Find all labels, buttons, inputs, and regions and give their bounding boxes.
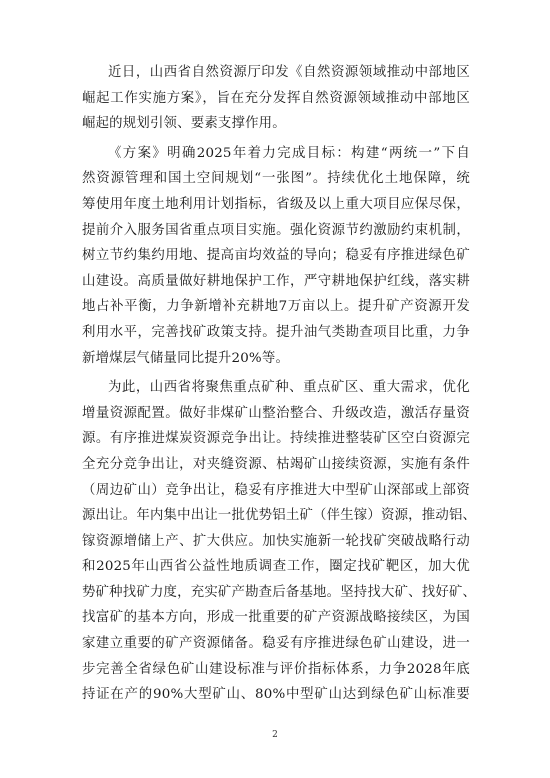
- text-line: 势矿种找矿力度，充实矿产勘查后备基地。坚持找大矿、找好矿、: [82, 584, 477, 600]
- text-line: 新增煤层气储量同比提升20%等。: [82, 350, 290, 366]
- text-line: （周边矿山）竞争出让，稳妥有序推进大中型矿山深部或上部资: [82, 482, 470, 498]
- text-line: 崛起工作实施方案》，旨在充分发挥自然资源领域推动中部地区: [82, 90, 470, 106]
- text-line: 为此，山西省将聚焦重点矿种、重点矿区、重大需求，优化: [108, 380, 470, 396]
- text-line: 家建立重要的矿产资源储备。稳妥有序推进绿色矿山建设，进一: [82, 636, 470, 652]
- text-line: 树立节约集约用地、提高亩均效益的导向；稳妥有序推进绿色矿: [82, 248, 470, 264]
- page-number: 2: [272, 730, 278, 740]
- text-line: 持证在产的90%大型矿山、80%中型矿山达到绿色矿山标准要: [82, 687, 470, 703]
- text-line: 提前介入服务国省重点项目实施。强化资源节约激励约束机制，: [82, 222, 470, 238]
- paragraph-2: [82, 141, 470, 371]
- text-line: 源出让。年内集中出让一批优势铝土矿（伴生镓）资源，推动铝、: [82, 508, 477, 524]
- paragraph-1: [82, 60, 470, 137]
- text-line: 源。有序推进煤炭资源竞争出让。持续推进整装矿区空白资源完: [82, 431, 470, 447]
- text-line: 地占补平衡，力争新增补充耕地7万亩以上。提升矿产资源开发: [82, 299, 470, 315]
- text-line: 全充分竞争出让，对夹缝资源、枯竭矿山接续资源，实施有条件: [82, 456, 470, 472]
- text-line: 镓资源增储上产、扩大供应。加快实施新一轮找矿突破战略行动: [82, 533, 470, 549]
- text-line: 找富矿的基本方向，形成一批重要的矿产资源战略接续区，为国: [82, 610, 470, 626]
- text-line: 和2025年山西省公益性地质调查工作，圈定找矿靶区，加大优: [82, 559, 470, 575]
- document-body: [82, 60, 477, 712]
- text-line: 然资源管理和国土空间规划“一张图”。持续优化土地保障，统: [82, 171, 470, 187]
- text-line: 利用水平，完善找矿政策支持。提升油气类勘查项目比重，力争: [82, 324, 470, 340]
- text-line: 山建设。高质量做好耕地保护工作，严守耕地保护红线，落实耕: [82, 273, 470, 289]
- text-line: 步完善全省绿色矿山建设标准与评价指标体系，力争2028年底: [82, 661, 470, 677]
- text-line: 《方案》明确2025年着力完成目标：构建“两统一”下自: [108, 145, 470, 161]
- text-line: 筹使用年度土地利用计划指标，省级及以上重大项目应保尽保，: [82, 196, 470, 212]
- text-line: 崛起的规划引领、要素支撑作用。: [82, 116, 286, 132]
- paragraph-3: [82, 375, 477, 708]
- text-line: 近日，山西省自然资源厅印发《自然资源领域推动中部地区: [108, 65, 470, 80]
- text-line: 增量资源配置。做好非煤矿山整治整合、升级改造，激活存量资: [82, 405, 470, 421]
